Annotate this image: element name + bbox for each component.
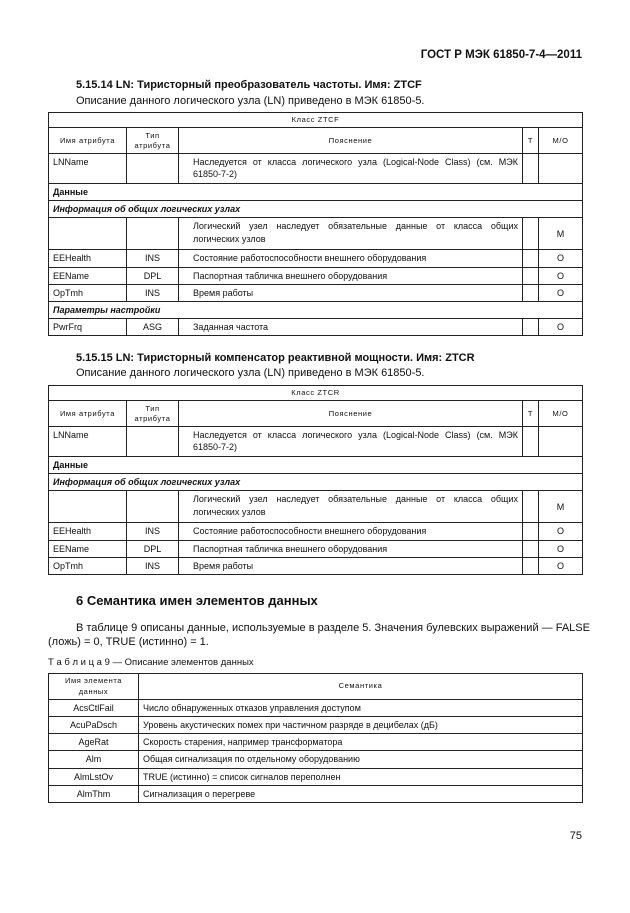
document-header: ГОСТ Р МЭК 61850-7-4—2011	[420, 49, 582, 61]
cell-attr: EEName	[49, 540, 127, 557]
row-data: Данные	[49, 457, 583, 474]
cell-lnname: LNName	[49, 427, 127, 457]
col-attr-type: Тип атрибута	[127, 128, 179, 154]
class-label: Класс ZTCR	[49, 386, 583, 401]
col-attr-name: Имя атрибута	[49, 128, 127, 154]
page-number: 75	[569, 830, 582, 842]
section-title-ztcr: 5.15.15 LN: Тиристорный компенсатор реактивной мощности. Имя: ZTCR	[76, 352, 475, 364]
cell-inherit: Наследуется от класса логического узла (Logical-Node Class) (см. МЭК 61850-7-2)	[179, 154, 523, 184]
table-row	[49, 785, 583, 802]
cell-attr: PwrFrq	[49, 318, 127, 335]
col-explanation: Пояснение	[179, 401, 523, 427]
cell-mo: O	[539, 557, 583, 574]
cell-attr: EEName	[49, 267, 127, 284]
cell-element-name: AcsCtlFail	[49, 700, 139, 717]
table-row	[49, 700, 583, 717]
table-row	[49, 768, 583, 785]
cell-semantics: Уровень акустических помех при частичном разряде в децибелах (дБ)	[139, 717, 583, 734]
cell-desc: Время работы	[179, 557, 523, 574]
cell-mo: O	[539, 540, 583, 557]
cell-attr: EEHealth	[49, 523, 127, 540]
col-semantics: Семантика	[139, 674, 583, 700]
table-row	[49, 717, 583, 734]
table-9-caption: Т а б л и ц а 9 — Описание элементов данных	[48, 657, 254, 668]
cell-type: DPL	[127, 540, 179, 557]
col-attr-name: Имя атрибута	[49, 401, 127, 427]
cell-semantics: Скорость старения, например трансформатора	[139, 734, 583, 751]
cell-desc: Паспортная табличка внешнего оборудования	[179, 540, 523, 557]
cell-type: INS	[127, 250, 179, 267]
cell-attr: OpTmh	[49, 557, 127, 574]
cell-mo: O	[539, 267, 583, 284]
cell-element-name: AgeRat	[49, 734, 139, 751]
class-label: Класс ZTCF	[49, 113, 583, 128]
cell-desc: Заданная частота	[179, 318, 523, 335]
cell-element-name: Alm	[49, 751, 139, 768]
cell-desc: Паспортная табличка внешнего оборудования	[179, 267, 523, 284]
section-title-ztcf: 5.15.14 LN: Тиристорный преобразователь частоты. Имя: ZTCF	[76, 79, 422, 91]
table-row	[49, 751, 583, 768]
cell-semantics: Общая сигнализация по отдельному оборудованию	[139, 751, 583, 768]
cell-mo: O	[539, 250, 583, 267]
cell-semantics: Сигнализация о перегреве	[139, 785, 583, 802]
row-common-info: Информация об общих логических узлах	[49, 474, 583, 491]
cell-semantics: Число обнаруженных отказов управления доступом	[139, 700, 583, 717]
col-attr-type: Тип атрибута	[127, 401, 179, 427]
cell-element-name: AcuPaDsch	[49, 717, 139, 734]
table-ztcr	[48, 385, 583, 575]
col-mo: М/О	[539, 401, 583, 427]
col-t: Т	[523, 401, 539, 427]
cell-mo: O	[539, 284, 583, 301]
col-element-name: Имя элемента данных	[49, 674, 139, 700]
cell-common-desc: Логический узел наследует обязательные данные от класса общих логических узлов	[179, 218, 523, 250]
cell-attr: OpTmh	[49, 284, 127, 301]
cell-desc: Состояние работоспособности внешнего оборудования	[179, 523, 523, 540]
col-explanation: Пояснение	[179, 128, 523, 154]
cell-type: INS	[127, 557, 179, 574]
table-row	[49, 734, 583, 751]
section-6-para-2: (ложь) = 0, TRUE (истинно) = 1.	[48, 636, 209, 648]
section-intro-ztcr: Описание данного логического узла (LN) приведено в МЭК 61850-5.	[76, 367, 425, 379]
col-mo: М/О	[539, 128, 583, 154]
cell-semantics: TRUE (истинно) = список сигналов переполнен	[139, 768, 583, 785]
row-common-info: Информация об общих логических узлах	[49, 201, 583, 218]
row-settings: Параметры настройки	[49, 301, 583, 318]
col-t: Т	[523, 128, 539, 154]
cell-common-desc: Логический узел наследует обязательные данные от класса общих логических узлов	[179, 491, 523, 523]
cell-desc: Состояние работоспособности внешнего оборудования	[179, 250, 523, 267]
cell-mo: O	[539, 318, 583, 335]
cell-mo: O	[539, 523, 583, 540]
cell-type: ASG	[127, 318, 179, 335]
section-6-title: 6 Семантика имен элементов данных	[76, 593, 318, 608]
cell-type: DPL	[127, 267, 179, 284]
section-6-para-1: В таблице 9 описаны данные, используемые в разделе 5. Значения булевских выражений — FALSE	[76, 622, 590, 634]
cell-mo: M	[539, 218, 583, 250]
cell-type: INS	[127, 284, 179, 301]
cell-mo: M	[539, 491, 583, 523]
cell-lnname: LNName	[49, 154, 127, 184]
section-intro-ztcf: Описание данного логического узла (LN) приведено в МЭК 61850-5.	[76, 95, 425, 107]
cell-element-name: AlmLstOv	[49, 768, 139, 785]
cell-desc: Время работы	[179, 284, 523, 301]
cell-type: INS	[127, 523, 179, 540]
cell-inherit: Наследуется от класса логического узла (Logical-Node Class) (см. МЭК 61850-7-2)	[179, 427, 523, 457]
table-9	[48, 673, 583, 803]
cell-element-name: AlmThm	[49, 785, 139, 802]
row-data: Данные	[49, 184, 583, 201]
table-ztcf	[48, 112, 583, 336]
cell-attr: EEHealth	[49, 250, 127, 267]
